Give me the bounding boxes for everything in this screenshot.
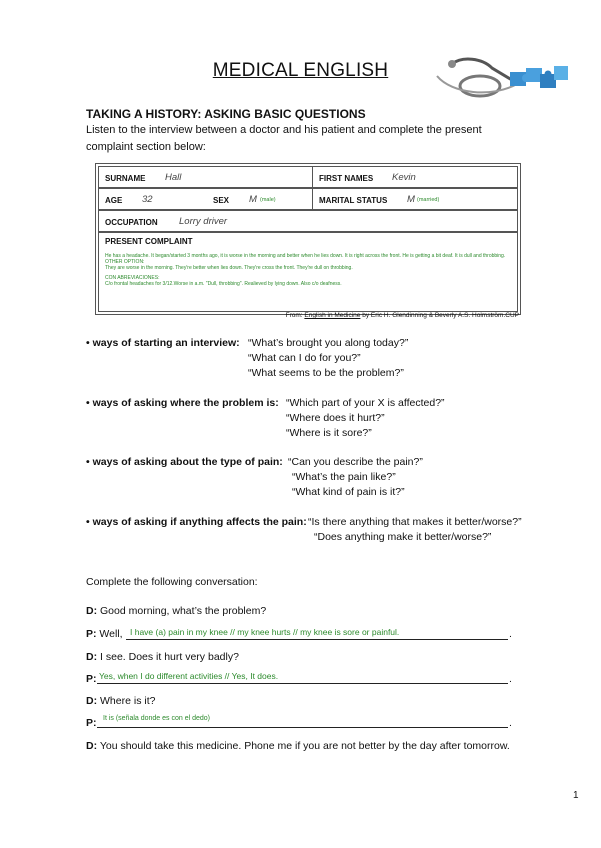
ways-affects-label: • ways of asking if anything affects the pain: xyxy=(86,516,307,528)
answer-field-p3[interactable] xyxy=(97,715,508,728)
surname-value[interactable]: Hall xyxy=(165,172,182,183)
answer-p3: It is (señala donde es con el dedo) xyxy=(103,715,211,722)
source-citation: From: English in Medicine by Eric H. Glendinning & Beverly A.S. Holmström.CUP xyxy=(285,312,519,319)
form-row-age xyxy=(98,188,518,210)
answer-p1: I have (a) pain in my knee // my knee hurts // my knee is sore or painful. xyxy=(130,627,400,637)
period-p3: . xyxy=(509,717,512,729)
ways-starting-label: • ways of starting an interview: xyxy=(86,337,240,349)
period-p1: . xyxy=(509,628,512,640)
form-row-occupation xyxy=(98,210,518,232)
sex-note: (male) xyxy=(260,197,276,203)
occupation-value[interactable]: Lorry driver xyxy=(179,216,228,227)
conversation-line-p2: P: xyxy=(86,673,97,685)
affects-question-1: “Is there anything that makes it better/worse?” xyxy=(308,516,522,528)
type-question-1: “Can you describe the pain?” xyxy=(288,456,423,468)
conversation-line-p3: P: xyxy=(86,717,97,729)
starting-question-3: “What seems to be the problem?” xyxy=(248,367,404,379)
first-names-label: FIRST NAMES xyxy=(319,174,374,183)
surname-label: SURNAME xyxy=(105,174,146,183)
type-question-3: “What kind of pain is it?” xyxy=(292,486,405,498)
conversation-line-d2: D: I see. Does it hurt very badly? xyxy=(86,651,239,663)
answer-field-p2[interactable] xyxy=(97,671,508,684)
ways-where-label: • ways of asking where the problem is: xyxy=(86,397,279,409)
where-question-3: “Where is it sore?” xyxy=(286,427,372,439)
conversation-instruction: Complete the following conversation: xyxy=(86,576,258,588)
ways-type-label: • ways of asking about the type of pain: xyxy=(86,456,283,468)
period-p2: . xyxy=(509,673,512,685)
starting-question-1: “What’s brought you along today?” xyxy=(248,337,409,349)
section-heading: TAKING A HISTORY: ASKING BASIC QUESTIONS xyxy=(86,107,366,121)
patient-form xyxy=(95,163,521,315)
conversation-line-d3: D: Where is it? xyxy=(86,695,156,707)
marital-status-label: MARITAL STATUS xyxy=(319,196,388,205)
form-row-names xyxy=(98,166,518,188)
affects-question-2: “Does anything make it better/worse?” xyxy=(314,531,492,543)
conversation-line-p1: P: Well, xyxy=(86,628,123,640)
marital-note: (married) xyxy=(417,197,440,203)
where-question-2: “Where does it hurt?” xyxy=(286,412,385,424)
first-names-value[interactable]: Kevin xyxy=(392,172,416,183)
conversation-line-d1: D: Good morning, what’s the problem? xyxy=(86,605,267,617)
page-title: MEDICAL ENGLISH xyxy=(212,60,389,81)
page-number: 1 xyxy=(573,790,579,801)
intro-text: Listen to the interview between a doctor and his patient and complete the present complaint section below: xyxy=(86,124,482,153)
where-question-1: “Which part of your X is affected?” xyxy=(286,397,445,409)
present-complaint-box xyxy=(98,232,518,312)
stethoscope-puzzle-logo xyxy=(432,54,572,100)
sex-value[interactable]: M xyxy=(249,194,257,205)
occupation-label: OCCUPATION xyxy=(105,218,158,227)
answer-p2: Yes, when I do different activities // Yes, It does. xyxy=(99,671,279,681)
marital-status-value[interactable]: M xyxy=(407,194,415,205)
age-label: AGE xyxy=(105,196,123,205)
answer-field-p1[interactable] xyxy=(126,627,508,640)
book-title: English in Medicine xyxy=(304,312,361,319)
sex-label: SEX xyxy=(213,196,230,205)
present-complaint-label: PRESENT COMPLAINT xyxy=(105,237,193,246)
conversation-line-d4: D: You should take this medicine. Phone me if you are not better by the day after tomorrow. xyxy=(86,740,510,752)
present-complaint-text[interactable]: He has a headache. It began/started 3 months ago, it is worse in the morning and better when he lies down. It is right across the front. He is getting a bit deaf. It is dull and throbbing. OTHER OPTION: They are worse in the morning. They're better when lies down. They're cross the front. They're dull on throbbing. CON ABREVIACIONES: C/o frontal headaches for 3/12.Worse in a.m. "Dull, throbbing". Realieved by lying down. Also c/o deafness. xyxy=(105,253,506,287)
type-question-2: “What’s the pain like?” xyxy=(292,471,396,483)
age-value[interactable]: 32 xyxy=(142,194,153,205)
starting-question-2: “What can I do for you?” xyxy=(248,352,361,364)
